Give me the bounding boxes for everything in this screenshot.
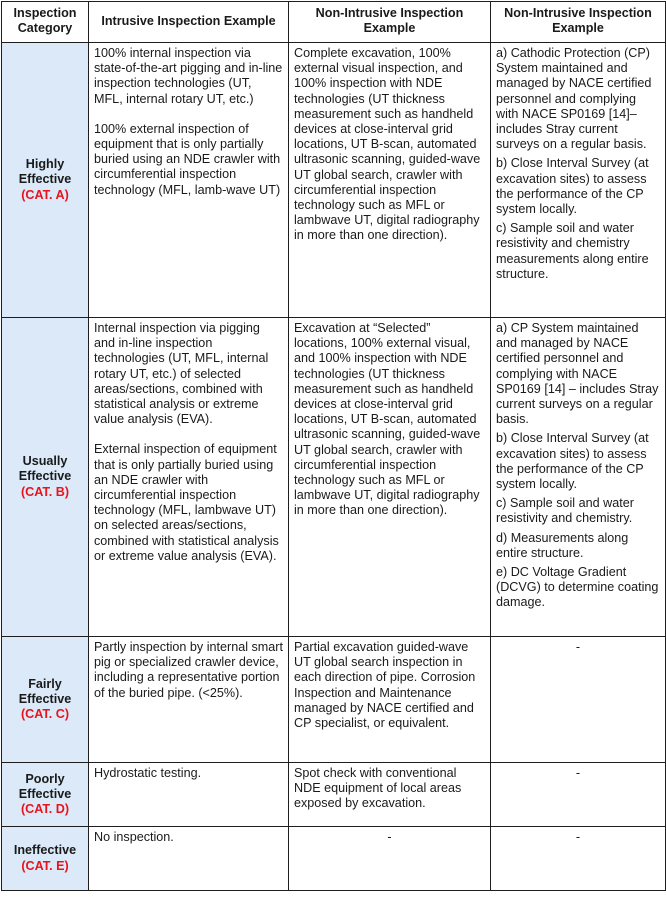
table-row-cat-d [2,763,666,827]
nonintrusive-cell-cat-e: - [289,827,491,891]
nonintrusive-cell-cat-a [289,43,491,318]
category-code: (CAT. E) [21,858,69,873]
header-inspection-category: Inspection Category [2,2,89,43]
category-code: (CAT. C) [20,707,70,722]
table-row-cat-e [2,827,666,891]
nonintrusive2-item: d) Measurements along entire structure. [496,530,629,560]
nonintrusive2-item: a) CP System maintained and managed by NACE certified personnel and complying with NACE SP0169 [14] – includes Stray current surveys on a regular basis. [496,321,659,427]
intrusive-cell-cat-e [89,827,289,891]
header-nonintrusive-example: Non-Intrusive Inspection Example [289,2,491,43]
intrusive-cell-cat-c [89,637,289,763]
intrusive-text: Internal inspection via pigging and in-line inspection technologies (UT, MFL, internal rotary UT, etc.) of selected areas/sections, combined with statistical analysis or extreme value analysis (EVA). [94,321,269,427]
category-code: (CAT. D) [20,802,70,817]
intrusive-cell-cat-d [89,763,289,827]
category-cell-cat-a [2,43,89,318]
header-intrusive-example: Intrusive Inspection Example [89,2,289,43]
table-row-cat-c [2,637,666,763]
intrusive-text: 100% internal inspection via state-of-the-art pigging and in-line inspection technologies (UT, MFL, internal rotary UT, etc.) [94,46,283,106]
nonintrusive-cell-cat-b [289,318,491,637]
nonintrusive2-item: b) Close Interval Survey (at excavation sites) to assess the performance of the CP system locally. [496,156,649,217]
category-cell-cat-c [2,637,89,763]
category-name: Poorly Effective [18,771,72,801]
category-name: Fairly Effective [18,676,72,706]
intrusive-text: No inspection. [94,830,174,844]
nonintrusive2-item: a) Cathodic Protection (CP) System maintained and managed by NACE certified personnel and complying with NACE SP0169 [14]– includes Stray current surveys on a regular basis. [496,46,652,152]
category-code: (CAT. A) [21,187,69,202]
header-nonintrusive-example-2: Non-Intrusive Inspection Example [491,2,666,43]
nonintrusive2-cell-cat-b [491,318,666,637]
nonintrusive2-item: c) Sample soil and water resistivity and chemistry measurements along entire structure. [496,221,649,281]
table-row-cat-b [2,318,666,637]
nonintrusive2-item: b) Close Interval Survey (at excavation sites) to assess the performance of the CP system locally. [496,431,649,492]
inspection-effectiveness-table [1,1,666,891]
nonintrusive-cell-cat-d [289,763,491,827]
intrusive-text: Hydrostatic testing. [94,766,202,780]
intrusive-text: 100% external inspection of equipment that is only partially buried using an NDE crawler with circumferential inspection technology (MFL, lamb-wave UT) [94,121,281,197]
category-name: Highly Effective [18,157,72,187]
intrusive-cell-cat-a [89,43,289,318]
nonintrusive2-cell-cat-d: - [491,763,666,827]
nonintrusive2-cell-cat-c: - [491,637,666,763]
category-name: Ineffective [13,843,77,858]
category-cell-cat-d [2,763,89,827]
nonintrusive2-cell-cat-e: - [491,827,666,891]
nonintrusive2-item: c) Sample soil and water resistivity and chemistry. [496,496,634,526]
nonintrusive2-item: e) DC Voltage Gradient (DCVG) to determine coating damage. [496,565,659,610]
category-cell-cat-e [2,827,89,891]
intrusive-cell-cat-b [89,318,289,637]
intrusive-text: External inspection of equipment that is only partially buried using an NDE crawler with circumferential inspection technology (MFL, lambwave UT) on selected areas/sections, combined with statistical analysis or extreme value analysis (EVA). [94,442,279,563]
table-row-cat-a [2,43,666,318]
header-row [2,2,666,43]
nonintrusive-text: Partial excavation guided-wave UT global search inspection in each direction of pipe. Corrosion Inspection and Maintenance managed by NACE certified and CP specialist, or equivalent. [294,640,476,731]
category-code: (CAT. B) [20,484,70,499]
category-name: Usually Effective [18,454,72,484]
nonintrusive-text: Complete excavation, 100% external visual inspection, and 100% inspection with NDE technologies (UT thickness measurement such as handheld devices at close-interval grid locations, UT B-scan, automated ultrasonic scanning, guided-wave UT global search, crawler with circumferential inspection technology such as MFL or lambwave UT, digital radiography in more than one direction). [294,46,481,243]
category-cell-cat-b [2,318,89,637]
nonintrusive-text: Spot check with conventional NDE equipment of local areas exposed by excavation. [294,766,462,811]
nonintrusive2-cell-cat-a [491,43,666,318]
nonintrusive-cell-cat-c [289,637,491,763]
nonintrusive-text: Excavation at “Selected” locations, 100% external visual, and 100% inspection with NDE technologies (UT thickness measurement such as handheld devices at close-interval grid locations, UT B-scan, automated ultrasonic scanning, guided-wave UT global search, crawler with circumferential inspection technology such as MFL or lambwave UT, digital radiography in more than one direction). [294,321,481,518]
intrusive-text: Partly inspection by internal smart pig or specialized crawler device, including a representative portion of the buried pipe. (<25%). [94,640,283,700]
